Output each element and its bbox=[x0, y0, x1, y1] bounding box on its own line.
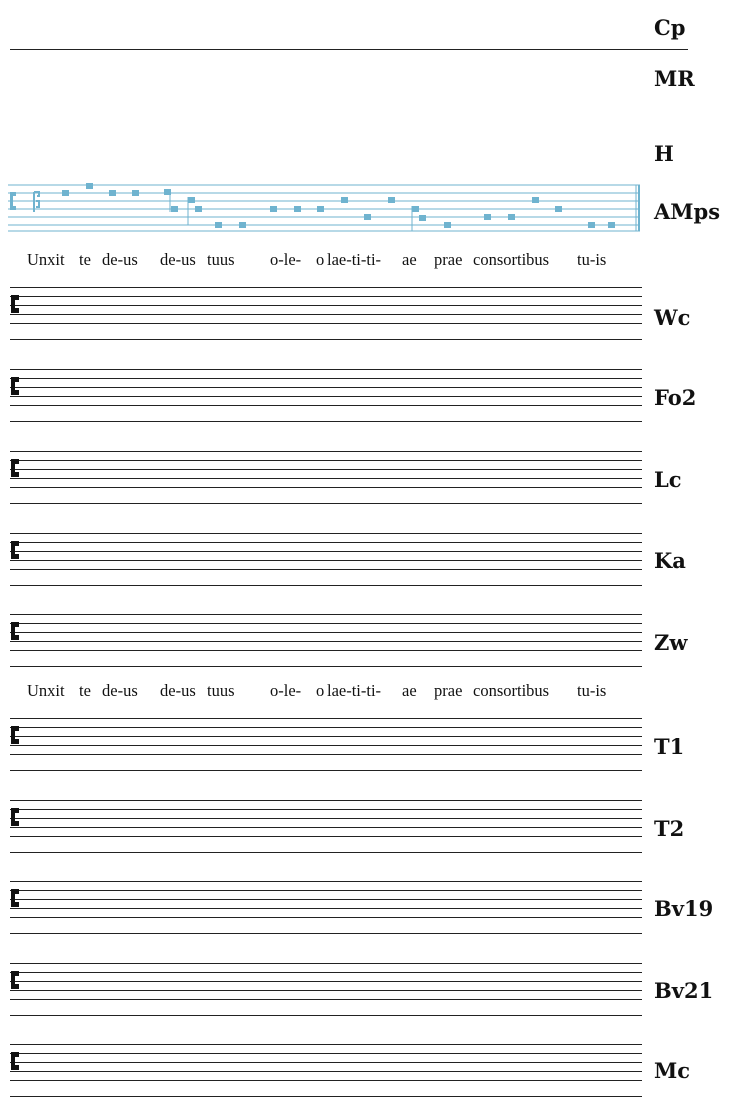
lyric-syllable: te bbox=[79, 681, 91, 700]
c-clef-icon bbox=[10, 888, 22, 908]
c-clef-icon bbox=[10, 458, 22, 478]
source-label-mc: Mc bbox=[654, 1058, 691, 1083]
source-label-lc: Lc bbox=[654, 467, 682, 492]
lyric-syllable: prae bbox=[434, 250, 463, 269]
lyric-syllable: tuus bbox=[207, 250, 235, 269]
lyric-syllable: ae bbox=[402, 681, 417, 700]
staff-wc bbox=[10, 286, 642, 346]
c-clef-icon bbox=[10, 294, 22, 314]
lyric-syllable: tuus bbox=[207, 681, 235, 700]
lyric-syllable: o bbox=[316, 250, 325, 269]
lyric-syllable: tu-is bbox=[577, 250, 607, 269]
lyric-syllable: de-us bbox=[102, 681, 138, 700]
c-clef-icon bbox=[10, 540, 22, 560]
staff-fo2 bbox=[10, 368, 642, 428]
amps-neumes bbox=[62, 183, 615, 228]
staff-lc bbox=[10, 450, 642, 510]
lyric-syllable: Unxit bbox=[27, 681, 65, 700]
lyric-syllable: Unxit bbox=[27, 250, 65, 269]
lyric-syllable: lae-ti-ti- bbox=[327, 681, 382, 700]
source-label-bv19: Bv19 bbox=[654, 896, 714, 921]
staff-bv21 bbox=[10, 962, 642, 1022]
lyric-syllable: consortibus bbox=[473, 681, 550, 700]
staff-mc bbox=[10, 1043, 642, 1103]
source-label-mr: MR bbox=[654, 66, 695, 91]
lyric-syllable: consortibus bbox=[473, 250, 550, 269]
source-label-t1: T1 bbox=[654, 734, 685, 759]
source-label-h: H bbox=[654, 141, 674, 166]
lyric-syllable: ae bbox=[402, 250, 417, 269]
source-label-cp: Cp bbox=[654, 15, 686, 40]
staff-bv19 bbox=[10, 880, 642, 940]
source-label-bv21: Bv21 bbox=[654, 978, 714, 1003]
lyric-syllable: o-le- bbox=[270, 681, 302, 700]
lyric-syllable: te bbox=[79, 250, 91, 269]
source-label-zw: Zw bbox=[654, 630, 688, 655]
amps-staff bbox=[8, 183, 640, 233]
lyric-syllable: tu-is bbox=[577, 681, 607, 700]
c-clef-icon bbox=[10, 1051, 22, 1071]
lyric-syllable: de-us bbox=[160, 681, 196, 700]
lyric-syllable: o bbox=[316, 681, 325, 700]
cp-rule bbox=[10, 49, 688, 50]
c-clef-icon bbox=[10, 725, 22, 745]
lyric-syllable: lae-ti-ti- bbox=[327, 250, 382, 269]
staff-t2 bbox=[10, 799, 642, 859]
source-label-amps: AMps bbox=[654, 199, 721, 224]
staff-t1 bbox=[10, 717, 642, 777]
c-clef-icon bbox=[10, 970, 22, 990]
staff-ka bbox=[10, 532, 642, 592]
c-clef-icon bbox=[10, 621, 22, 641]
lyric-syllable: o-le- bbox=[270, 250, 302, 269]
c-clef-icon bbox=[10, 376, 22, 396]
source-label-t2: T2 bbox=[654, 816, 685, 841]
staff-zw bbox=[10, 613, 642, 673]
source-label-wc: Wc bbox=[654, 305, 691, 330]
lyric-syllable: de-us bbox=[160, 250, 196, 269]
source-label-ka: Ka bbox=[654, 548, 686, 573]
lyric-syllable: prae bbox=[434, 681, 463, 700]
c-clef-icon bbox=[10, 807, 22, 827]
source-label-fo2: Fo2 bbox=[654, 385, 697, 410]
lyric-syllable: de-us bbox=[102, 250, 138, 269]
